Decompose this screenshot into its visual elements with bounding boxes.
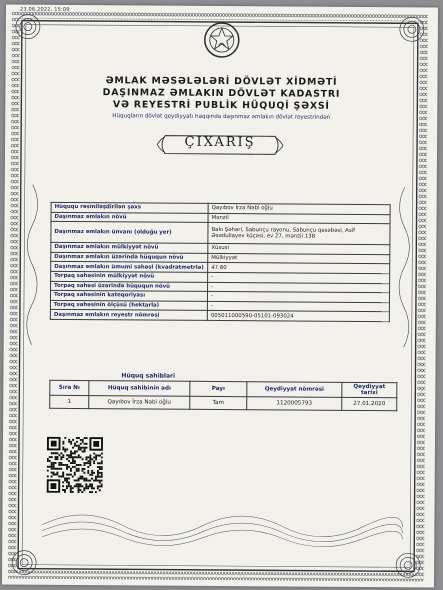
row-label: Hüququ rəsmiləşdirilən şəxs [51,202,208,213]
row-value: - [207,292,389,303]
table-row [50,395,397,410]
column-header: Hüquq sahibinin adı [89,381,190,397]
owner-registration-date: 27.01.2020 [342,397,397,410]
row-value: Bakı Şəhəri, Sabunçu rayonu, Sabunçu qəsəbəsi, Asif Əsədullayev küçəsi, ev 27, mənzil 13B [208,223,390,245]
row-value: Qayıbov İrza Nəbi oğlu [208,203,390,214]
row-value: - [207,301,389,312]
row-value: - [208,272,390,283]
owner-index: 1 [50,395,89,408]
owner-share: Tam [190,396,247,409]
row-label: Daşınmaz əmlakın ümumi sahəsi (kvadratmetrlə) [51,262,208,273]
qr-code-icon [47,437,103,493]
row-value: Mənzil [208,213,390,224]
row-label: Torpaq sahəsinin kateqoriyası [50,290,207,301]
owners-title: Hüquq sahibləri [121,372,176,380]
column-header: Payı [190,381,247,396]
row-label: Daşınmaz əmlakın mülkiyyət növü [51,243,208,254]
row-value: 47.80 [208,263,390,274]
row-value: 005011000590-05101-093024 [207,311,389,322]
table-row [50,310,389,322]
owner-name: Qayıbov İrza Nəbi oğlu [89,396,190,410]
row-label: Torpaq sahəsinin ölçüsü (hektarla) [50,300,207,311]
issuer-title-line-3: VƏ REYESTRİ PUBLİK HÜQUQİ ŞƏXSİ [112,99,330,112]
document-page [2,4,438,587]
row-label: Torpaq sahəsi üzərində hüququn növü [51,281,208,292]
table-row [51,222,390,245]
owners-table [49,380,397,411]
issuer-title-line-1: ƏMLAK MƏSƏLƏLƏRİ DÖVLƏT XİDMƏTİ [105,75,338,88]
issuer-title [35,75,407,122]
column-header: Qeydiyyat tarixi [342,382,397,397]
owner-registration-number: 1120005793 [247,397,342,411]
column-header: Qeydiyyat nömrəsi [247,382,342,398]
registry-table [50,202,391,322]
row-label: Daşınmaz əmlakın növü [51,212,208,223]
row-value: Xüsusi [208,244,390,255]
row-value: Mülkiyyət [208,253,390,264]
row-label: Daşınmaz əmlakın reyestr nömrəsi [50,310,207,321]
issuer-title-line-2: DAŞINMAZ ƏMLAKIN DÖVLƏT KADASTRI [102,87,341,100]
row-value: - [208,282,390,293]
print-stamp: 23.06.2022, 15:09 [19,6,70,13]
row-label: Daşınmaz əmlakın ünvanı (olduğu yer) [51,222,208,244]
row-label: Daşınmaz əmlakın üzərində hüququn növü [51,252,208,263]
document-type: ÇIXARIŞ [184,134,256,151]
column-header: Sıra № [50,380,89,395]
row-label: Torpaq sahəsinin mülkiyyət növü [51,271,208,282]
state-emblem-icon [202,20,242,60]
document-subtitle: Hüquqların dövlət qeydiyyatı haqqında daşınmaz əmlakın dövlət reyestrindən [112,113,331,121]
